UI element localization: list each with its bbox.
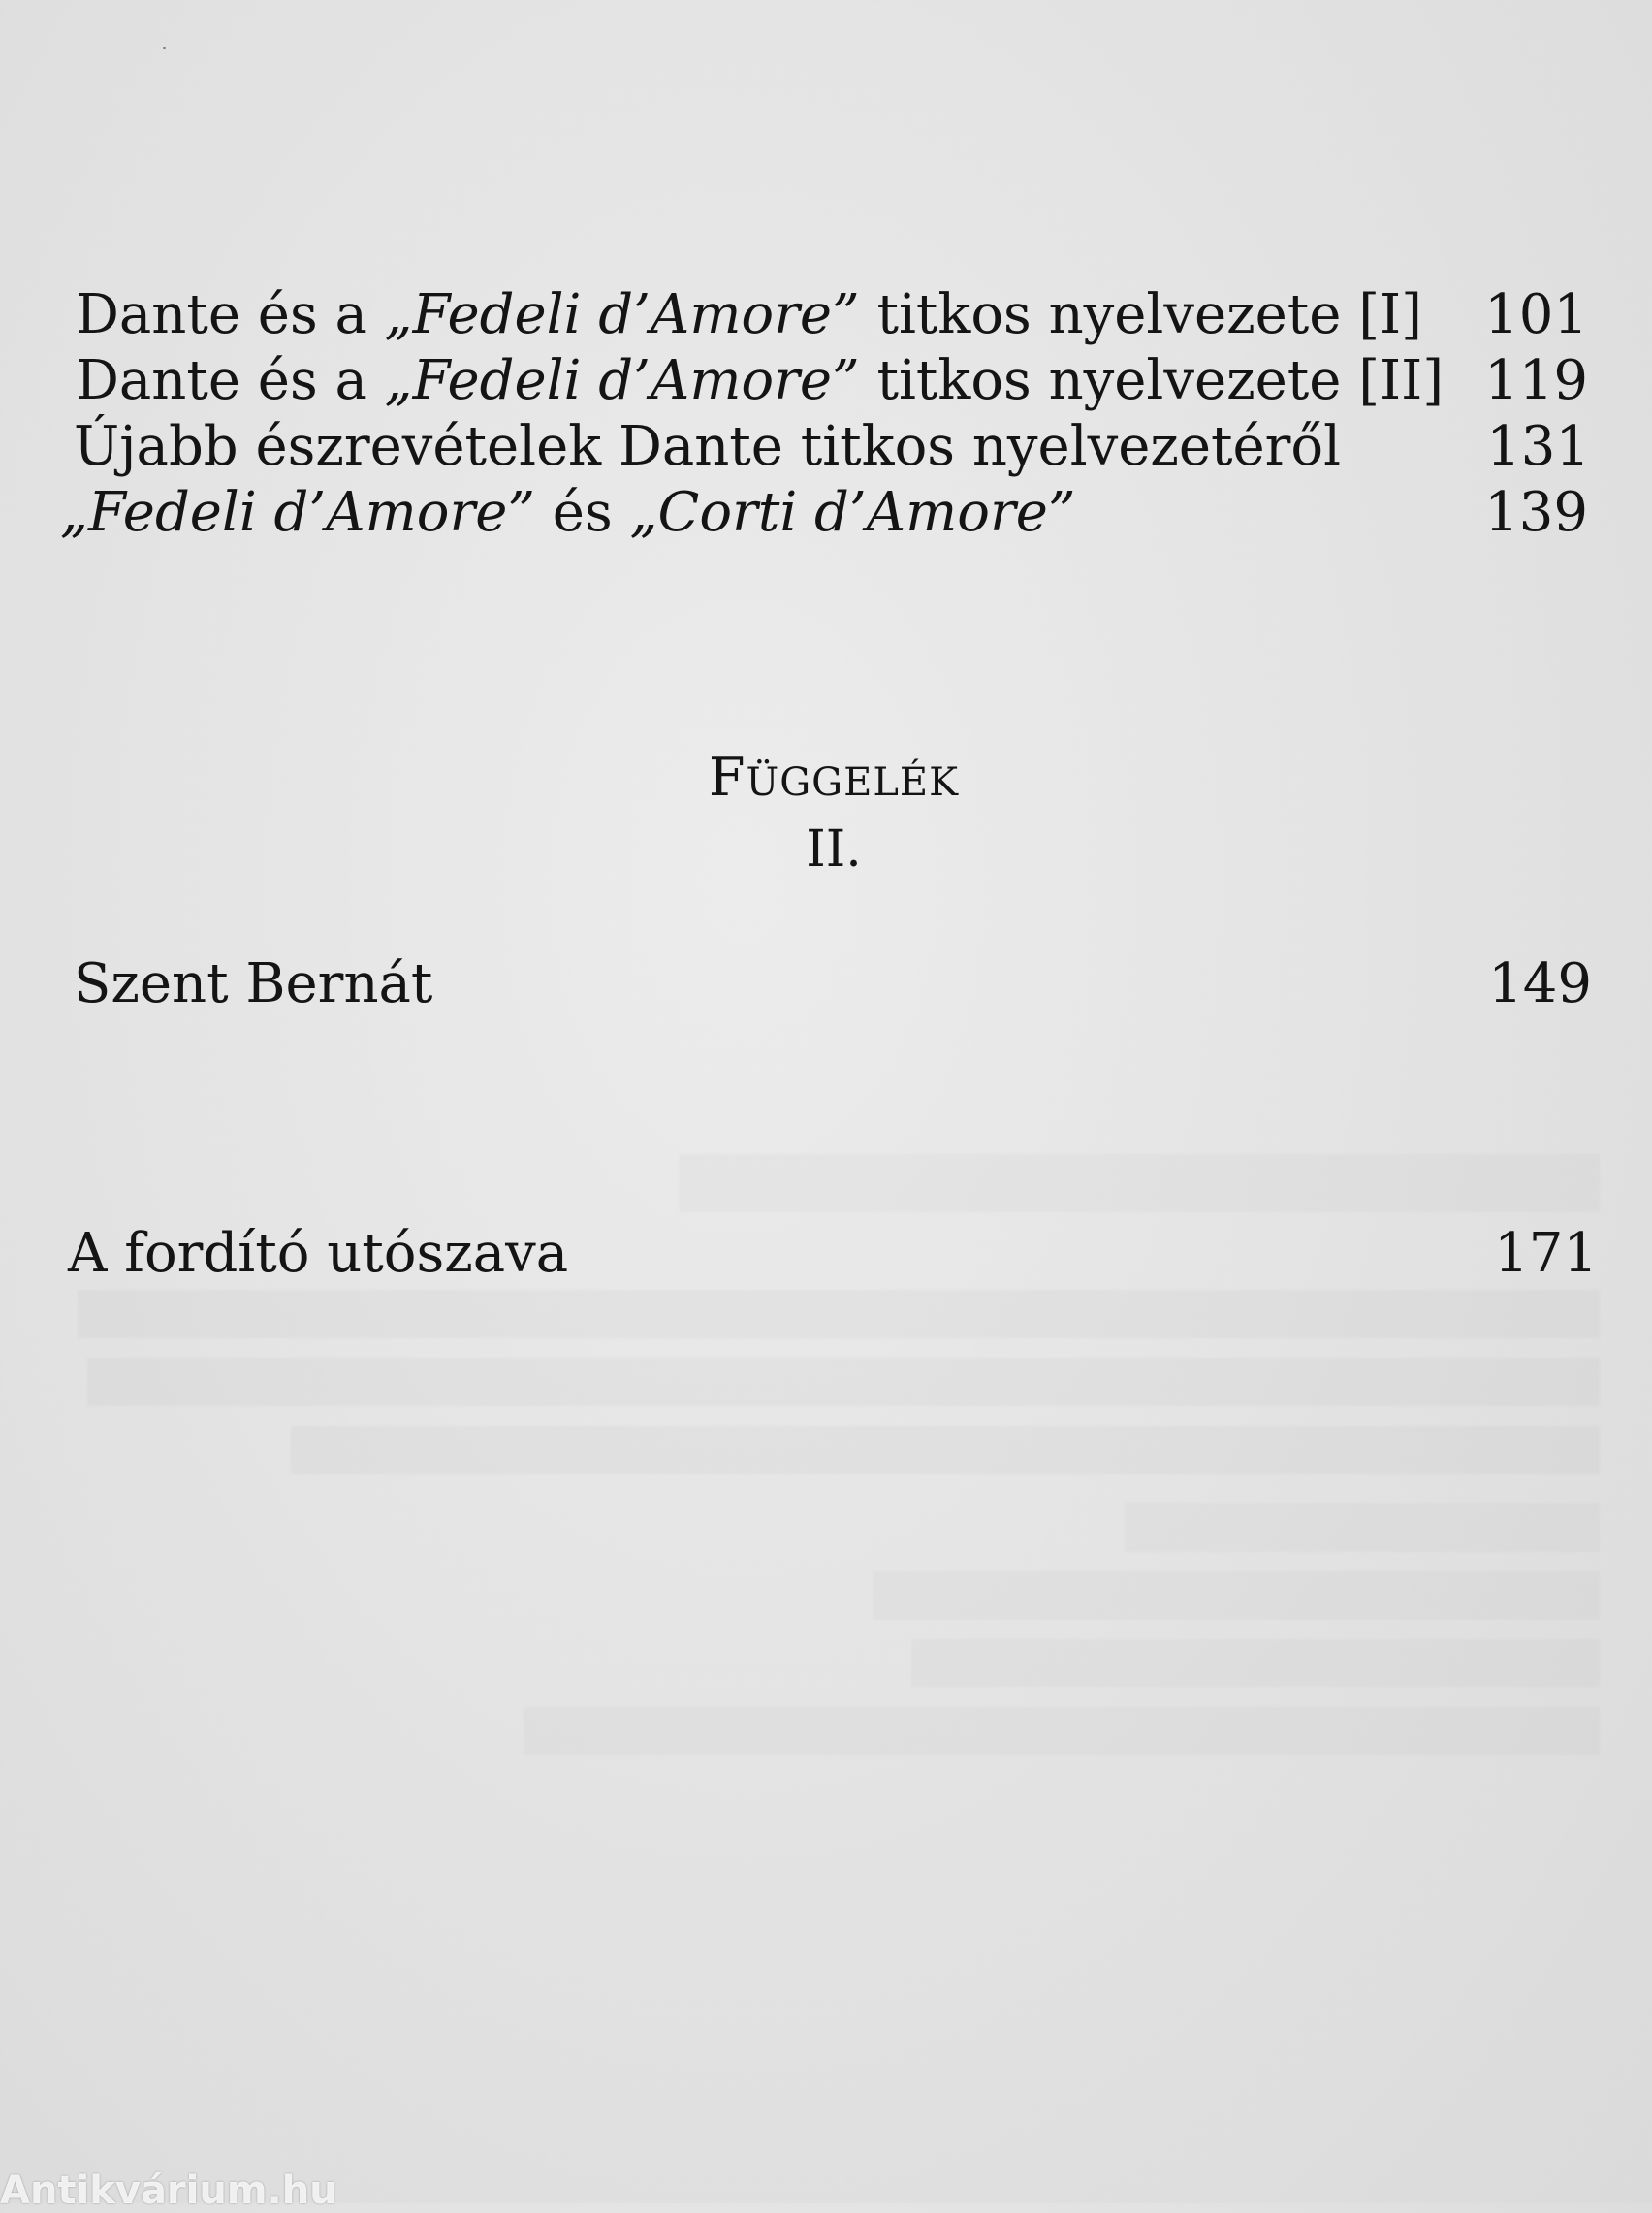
toc-entry-title: Szent Bernát [74, 952, 433, 1015]
show-through-line [679, 1154, 1600, 1212]
toc-entry [74, 950, 1592, 1018]
toc-entry-title: „Fedeli d’Amore” és „Corti d’Amore” [60, 481, 1076, 544]
toc-entry-page: 149 [1488, 952, 1592, 1015]
dust-speck [163, 47, 166, 49]
toc-entry [68, 1220, 1598, 1288]
toc-entry [60, 479, 1588, 547]
show-through-line [873, 1571, 1600, 1620]
toc-entry [76, 281, 1588, 349]
site-watermark: Antikvárium.hu [0, 2168, 337, 2213]
toc-entry-page: 101 [1484, 283, 1588, 346]
toc-entry-page: 171 [1494, 1222, 1598, 1285]
toc-entry-page: 139 [1484, 481, 1588, 544]
toc-entry-title: A fordító utószava [68, 1222, 569, 1285]
show-through-line [911, 1639, 1600, 1687]
appendix-number: II. [806, 820, 862, 879]
toc-entry-page: 131 [1486, 415, 1590, 478]
toc-entry [76, 347, 1588, 415]
toc-entry-title: Újabb észrevételek Dante titkos nyelvezetéről [74, 415, 1342, 478]
show-through-line [78, 1290, 1600, 1338]
toc-entry [74, 413, 1590, 481]
toc-entry-title: Dante és a „Fedeli d’Amore” titkos nyelvezete [II] [76, 349, 1445, 412]
toc-entry-title: Dante és a „Fedeli d’Amore” titkos nyelvezete [I] [76, 283, 1423, 346]
appendix-heading: FÜGGELÉK [709, 747, 959, 808]
show-through-line [291, 1426, 1600, 1474]
show-through-line [1125, 1503, 1600, 1552]
show-through-line [87, 1358, 1600, 1406]
show-through-line [524, 1707, 1600, 1755]
toc-entry-page: 119 [1484, 349, 1588, 412]
